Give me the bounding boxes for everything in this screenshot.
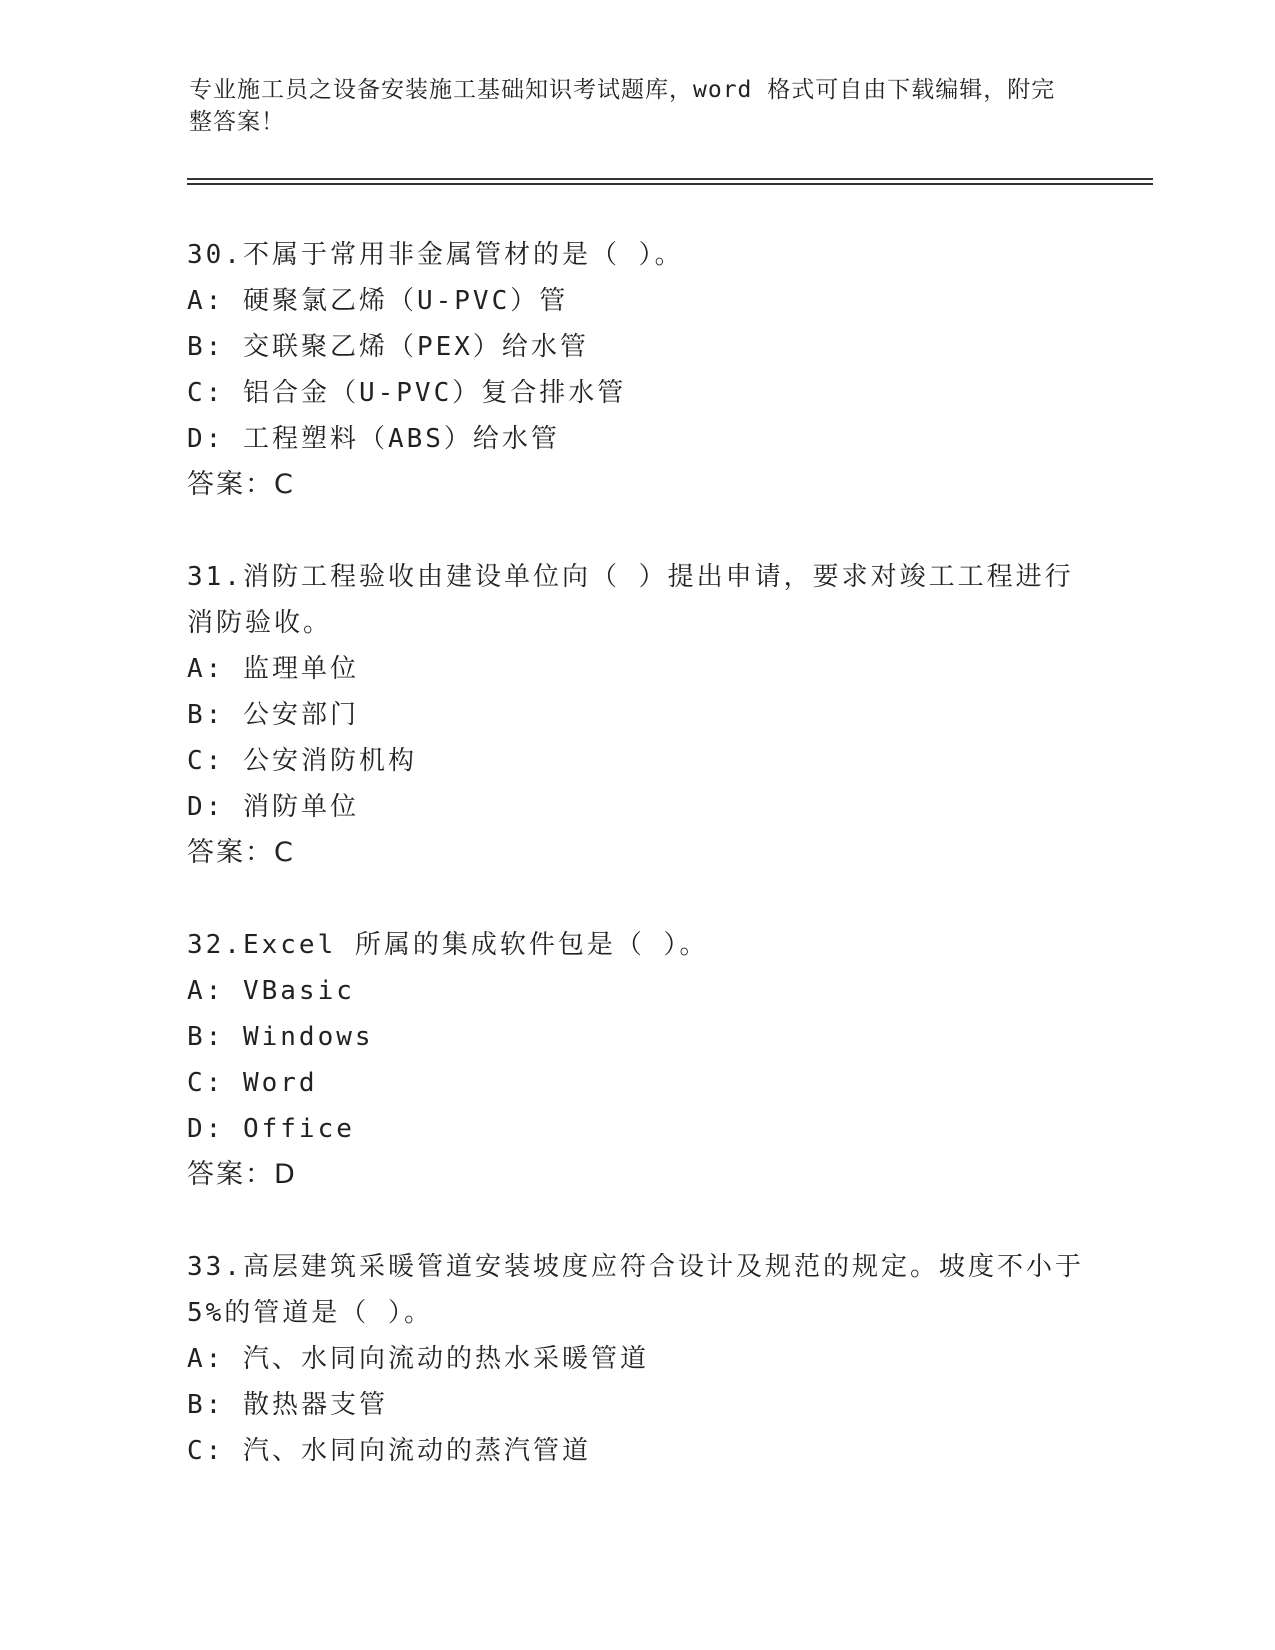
option-c: C: 汽、水同向流动的蒸汽管道 (187, 1436, 591, 1466)
option-a: A: 监理单位 (187, 654, 359, 684)
option-c: C: 公安消防机构 (187, 746, 417, 776)
question-stem: 31.消防工程验收由建设单位向（ ）提出申请，要求对竣工工程进行 (187, 562, 1074, 592)
option-d: D: Office (187, 1114, 355, 1144)
question-31 (187, 554, 1087, 876)
option-a: A: 汽、水同向流动的热水采暖管道 (187, 1344, 649, 1374)
question-30 (187, 232, 1087, 508)
option-b: B: Windows (187, 1022, 374, 1052)
answer-text: 答案：D (187, 1159, 297, 1190)
header-line-1: 专业施工员之设备安装施工基础知识考试题库，word 格式可自由下载编辑，附完 (189, 77, 1056, 103)
option-c: C: Word (187, 1068, 318, 1098)
question-stem: 30.不属于常用非金属管材的是（ ）。 (187, 240, 684, 270)
answer-text: 答案：C (187, 469, 295, 500)
option-d: D: 工程塑料（ABS）给水管 (187, 424, 560, 454)
option-b: B: 散热器支管 (187, 1390, 388, 1420)
option-d: D: 消防单位 (187, 792, 359, 822)
question-stem: 32.Excel 所属的集成软件包是（ ）。 (187, 930, 709, 960)
option-b: B: 交联聚乙烯（PEX）给水管 (187, 332, 589, 362)
document-header (189, 74, 1069, 138)
question-32 (187, 922, 1087, 1198)
option-a: A: 硬聚氯乙烯（U-PVC）管 (187, 286, 569, 316)
option-b: B: 公安部门 (187, 700, 359, 730)
question-stem-continued: 消防验收。 (187, 608, 333, 638)
header-divider-top (187, 178, 1153, 180)
answer-text: 答案：C (187, 837, 295, 868)
header-divider-bottom (187, 183, 1153, 185)
header-line-2: 整答案！ (189, 109, 285, 135)
question-list (187, 232, 1087, 1474)
option-c: C: 铝合金（U-PVC）复合排水管 (187, 378, 627, 408)
option-a: A: VBasic (187, 976, 355, 1006)
question-33 (187, 1244, 1087, 1474)
question-stem: 33.高层建筑采暖管道安装坡度应符合设计及规范的规定。坡度不小于 (187, 1252, 1084, 1282)
question-stem-continued: 5%的管道是（ ）。 (187, 1298, 433, 1328)
